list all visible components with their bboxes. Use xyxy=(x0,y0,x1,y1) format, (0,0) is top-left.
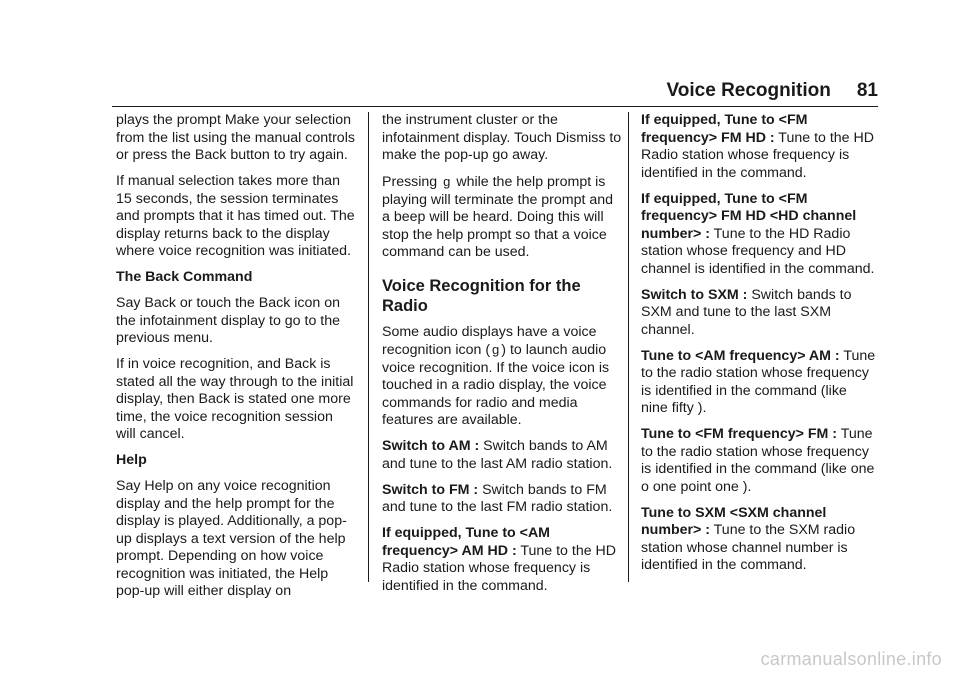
command-description: Switch bands to FM and tune to the last FM radio station. xyxy=(382,481,613,515)
command-entry xyxy=(382,525,622,595)
subheading-back-command: The Back Command xyxy=(116,269,253,285)
command-label: Tune to <AM frequency> AM : xyxy=(641,347,840,364)
column-divider-2 xyxy=(628,112,629,582)
watermark: carmanualsonline.info xyxy=(760,649,942,669)
command-entry xyxy=(641,426,877,496)
command-description: Switch bands to AM and tune to the last AM radio station. xyxy=(382,438,613,472)
command-description: Tune to the radio station whose frequency is identified in the command (like nine fifty ). xyxy=(641,347,876,416)
paragraph: the instrument cluster or the infotainment display. Touch Dismiss to make the pop-up go away. xyxy=(382,112,622,163)
paragraph: plays the prompt Make your selection from the list using the manual controls or press the Back button to try again. xyxy=(116,112,355,163)
text: Some audio displays have a voice recognition icon ( xyxy=(382,323,597,358)
command-entry xyxy=(641,348,877,418)
text: Pressing xyxy=(382,174,438,190)
command-label: If equipped, Tune to <FM frequency> FM HD : xyxy=(641,112,808,146)
column-3 xyxy=(641,112,877,583)
command-label: If equipped, Tune to <FM frequency> FM HD <HD channel number> : xyxy=(641,190,857,242)
command-entry xyxy=(641,191,877,279)
paragraph: If manual selection takes more than 15 seconds, the session terminates and prompts that it has timed out. The display returns back to the display where voice recognition was initiated. xyxy=(116,173,355,259)
paragraph xyxy=(382,324,622,430)
text: while the help prompt is playing will terminate the prompt and a beep will be heard. Doing this will stop the help prompt so that a voice command can be used. xyxy=(382,174,614,260)
command-label: Switch to FM : xyxy=(382,481,479,498)
section-title: Voice Recognition xyxy=(666,80,831,101)
paragraph: Say Help on any voice recognition display and the help prompt for the display is played. Additionally, a pop-up displays a text version of the help prompt. Depending on how voice recognition was initiated, the Help pop-up will either display on xyxy=(116,478,347,599)
command-description: Tune to the HD Radio station whose frequency is identified in the command. xyxy=(382,542,617,594)
paragraph: If in voice recognition, and Back is stated all the way through to the initial display, then Back is stated one more time, the voice recognition session will cancel. xyxy=(116,356,354,442)
command-entry xyxy=(641,112,877,182)
text: ) to launch audio voice recognition. If the voice icon is touched in a radio display, the voice commands for radio and media features are available. xyxy=(382,342,610,428)
paragraph: Say Back or touch the Back icon on the infotainment display to go to the previous menu. xyxy=(116,295,340,346)
command-description: Tune to the HD Radio station whose frequency and HD channel is identified in the command. xyxy=(641,225,875,277)
command-entry xyxy=(382,438,622,473)
command-entry xyxy=(641,505,877,575)
page-number: 81 xyxy=(856,80,878,101)
column-2 xyxy=(382,112,622,604)
subheading-help: Help xyxy=(116,452,147,468)
section-heading-radio: Voice Recognition for the Radio xyxy=(382,276,581,315)
command-description: Tune to the radio station whose frequency is identified in the command (like one o one point one ). xyxy=(641,426,875,495)
paragraph xyxy=(382,173,622,262)
header-rule xyxy=(112,106,878,107)
voice-icon: g xyxy=(492,342,500,357)
column-1 xyxy=(116,112,356,609)
command-label: Tune to <FM frequency> FM : xyxy=(641,426,838,442)
column-divider-1 xyxy=(368,112,369,582)
command-label: Switch to AM : xyxy=(382,438,480,454)
voice-icon: g xyxy=(443,174,451,189)
command-label: Tune to SXM <SXM channel number> : xyxy=(641,504,827,538)
page-header xyxy=(667,80,878,102)
command-label: Switch to SXM : xyxy=(641,286,748,303)
command-label: If equipped, Tune to <AM frequency> AM HD : xyxy=(382,525,551,559)
command-description: Tune to the SXM radio station whose channel number is identified in the command. xyxy=(641,522,856,573)
command-description: Switch bands to SXM and tune to the last SXM channel. xyxy=(641,286,852,338)
command-entry xyxy=(641,287,877,340)
command-entry xyxy=(382,482,622,517)
command-description: Tune to the HD Radio station whose frequency is identified in the command. xyxy=(641,129,874,181)
